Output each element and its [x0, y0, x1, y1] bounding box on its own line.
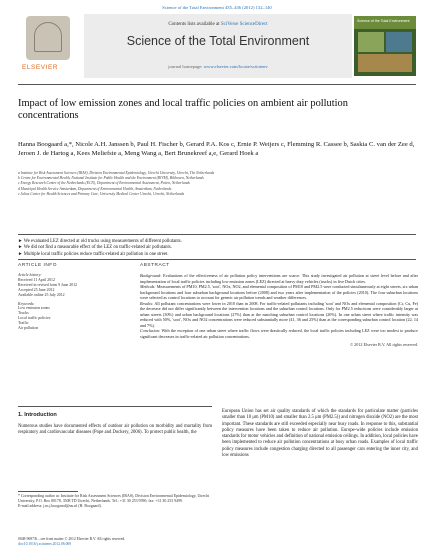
abstract-results [140, 301, 418, 329]
abstract-copyright: © 2012 Elsevier B.V. All rights reserved. [349, 342, 418, 347]
history-item: Accepted 25 June 2012 [18, 288, 55, 292]
journal-citation: Science of the Total Environment 435–436 (2012) 132–140 [162, 5, 272, 10]
cover-photo-1 [358, 32, 384, 52]
keyword-item[interactable]: Air pollution [18, 326, 39, 330]
history-item: Received 11 April 2012 [18, 278, 55, 282]
keyword-item[interactable]: Low emission zones [18, 306, 50, 310]
journal-masthead [18, 14, 416, 78]
journal-title: Science of the Total Environment [126, 34, 310, 48]
front-matter-info [18, 537, 214, 547]
homepage-prefix: journal homepage: [168, 64, 204, 69]
article-history [18, 273, 128, 298]
footnote-text: * Corresponding author at: Institute for Risk Assessment Sciences (IRAS), Division Environmental Epidemiology, Utrecht University, P.O. Box 80178, 3508 TD Utrecht, Netherlands. Tel.: +31 30 253 9590; fax: +31 30 253 9499. [18, 494, 210, 504]
cover-title: Science of the Total Environment [357, 19, 410, 23]
history-label: Article history: [18, 273, 42, 277]
affiliation-item: b Centre for Environmental Health, National Institute for Public Health and the Environment (RIVM), Bilthoven, Netherlands [18, 176, 204, 181]
cover-photo-2 [386, 32, 412, 52]
footnote-divider [18, 491, 78, 492]
introduction-left-column: Numerous studies have documented effects of outdoor air pollution on morbidity and mortality from respiratory and cardiovascular diseases (Pope and Dockery, 2006). To protect public health, the [18, 424, 212, 436]
methods-label: Methods: [140, 284, 156, 289]
keywords-label: Keywords: [18, 302, 35, 306]
results-text: All pollutant concentrations were lower in 2010 than in 2008. For traffic-related pollutants including 'soot' and NOx and elemental composition (Cr, Cu, Fe) the decrease did not differ significantly between the intervention locations and the suburban control locations. Only for PM2.5 reductions were considerably larger at urban streets (30%) and urban background locations (27%) than at the matching suburban control locations (20%). In one urban street where traffic intensity was reduced with 50%, 'soot', NOx and NO2 concentrations were reduced substantially more (41, 36 and 25%) than at the corresponding suburban control location (22, 14 and 7%). [140, 300, 418, 328]
highlights-bottom-divider [18, 259, 416, 260]
abstract-body [140, 273, 418, 339]
results-label: Results: [140, 300, 154, 306]
affiliation-item: e Julius Center for Health Sciences and Primary Care, University Medical Center Utrecht, Utrecht, Netherlands [18, 191, 185, 196]
conclusion-label: Conclusion: [140, 328, 161, 333]
introduction-heading: 1. Introduction [18, 412, 57, 418]
doi-link[interactable]: doi:10.1016/j.scitotenv.2012.06.069 [18, 542, 72, 546]
keyword-item[interactable]: Trucks [18, 311, 29, 315]
abstract-header: ABSTRACT [140, 263, 170, 268]
highlight-item: ► We did not find a measurable effect of the LEZ on traffic-related air pollutants. [18, 245, 172, 251]
conclusion-text: With the exception of one urban street where traffic flows were drastically reduced, the local traffic policies including LEZ were too modest to produce significant decreases in traffic-related air pollution concentrations. [140, 328, 418, 339]
background-text: Evaluations of the effectiveness of air pollution policy interventions are scarce. This study investigated air pollution at street level before and after implementation of local traffic policies including low emission zones (LEZ) directed at heavy duty vehicles (trucks) in five Dutch cities. [140, 273, 418, 284]
journal-homepage [84, 64, 352, 69]
highlight-item: ► Multiple local traffic policies reduce traffic-related air pollution in one street. [18, 251, 169, 257]
article-info [18, 263, 128, 331]
history-item: Received in revised form 9 June 2012 [18, 283, 77, 287]
highlights-list [18, 239, 418, 258]
abstract-methods [140, 284, 418, 301]
methods-text: Measurements of PM10, PM2.5, 'soot', NOx, NO2, and elemental composition of PM10 and PM2.5 were conducted simultaneously at eight streets, six urban background locations and four suburban background locations before (2008) and two years after implementation of the policies (2010). The four suburban locations were selected as control locations to account for generic air pollution trends and weather differences. [140, 284, 418, 300]
history-item: Available online 25 July 2012 [18, 293, 65, 297]
affiliation-item: d Municipal Health Service Amsterdam, Department of Environmental Health, Amsterdam, Netherlands [18, 186, 172, 191]
abstract-section [140, 263, 418, 347]
affiliation-list [18, 171, 418, 197]
issn-line: 0048-9697/$ – see front matter © 2012 Elsevier B.V. All rights reserved. [18, 537, 126, 541]
homepage-link[interactable]: www.elsevier.com/locate/scitotenv [203, 64, 268, 69]
article-title: Impact of low emission zones and local traffic policies on ambient air pollution concentrations [18, 98, 348, 121]
contents-prefix: Contents lists available at [168, 22, 221, 27]
publisher-logo [18, 14, 78, 76]
abstract-background [140, 273, 418, 284]
keyword-item[interactable]: Traffic [18, 321, 29, 325]
masthead-divider [18, 84, 416, 85]
author-list: Hanna Boogaard a,*, Nicole A.H. Janssen b, Paul H. Fischer b, Gerard P.A. Kos c, Ernie P. Weijers c, Flemming R. Cassee b, Saskia C. van der Zee d, Jeroen J. de Hartog a, Kees Meliefste a, Meng Wang a, Bert Brunekreef a,e, Gerard Hoek a [18, 141, 415, 157]
affiliation-item: c Energy Research Centre of the Netherlands (ECN), Department of Environmental Assessment, Petten, Netherlands [18, 181, 190, 186]
masthead-banner [84, 14, 352, 78]
article-info-header: ARTICLE INFO [18, 263, 57, 268]
keyword-item[interactable]: Local traffic policies [18, 316, 51, 320]
footnote-email[interactable]: E-mail address: j.m.j.boogaard@uu.nl (H. Boogaard). [18, 504, 102, 509]
journal-cover-thumbnail [354, 16, 416, 76]
abstract-conclusion [140, 328, 418, 339]
sciencedirect-link[interactable]: SciVerse ScienceDirect [220, 22, 268, 27]
highlights-top-divider [18, 234, 416, 235]
publisher-name: ELSEVIER [22, 64, 59, 71]
abstract-bottom-divider [18, 406, 212, 407]
contents-availability [84, 22, 352, 27]
keyword-list [18, 306, 128, 331]
corresponding-author-footnote [18, 494, 214, 510]
background-label: Background: [140, 273, 162, 278]
tree-outline-icon [34, 22, 62, 52]
highlight-item: ► We evaluated LEZ directed at old trucks using measurements of different pollutants. [18, 239, 182, 244]
affiliation-item: a Institute for Risk Assessment Sciences (IRAS), Division Environmental Epidemiology, Utrecht University, Utrecht, The Netherlands [18, 171, 215, 175]
introduction-right-column: European Union has set air quality standards of which the standards for particulate matter (particles smaller than 10 μm (PM10) and smaller than 2.5 μm (PM2.5)) and nitrogen dioxide (NO2) are the most important. These standards are still exceeded especially near busy roads. In response to this, substantial policy measures have been taken to reduce air pollution. Europe-wide policies include emission standards for motor vehicles and definition of national emission ceilings. In addition, local policies have been implemented to reduce air pollution concentrations at busy urban roads. Examples of local traffic policy measures include congestion charging directed to all passenger cars entering the inner city, and low emissions [222, 409, 418, 459]
cover-photo-3 [358, 54, 412, 72]
